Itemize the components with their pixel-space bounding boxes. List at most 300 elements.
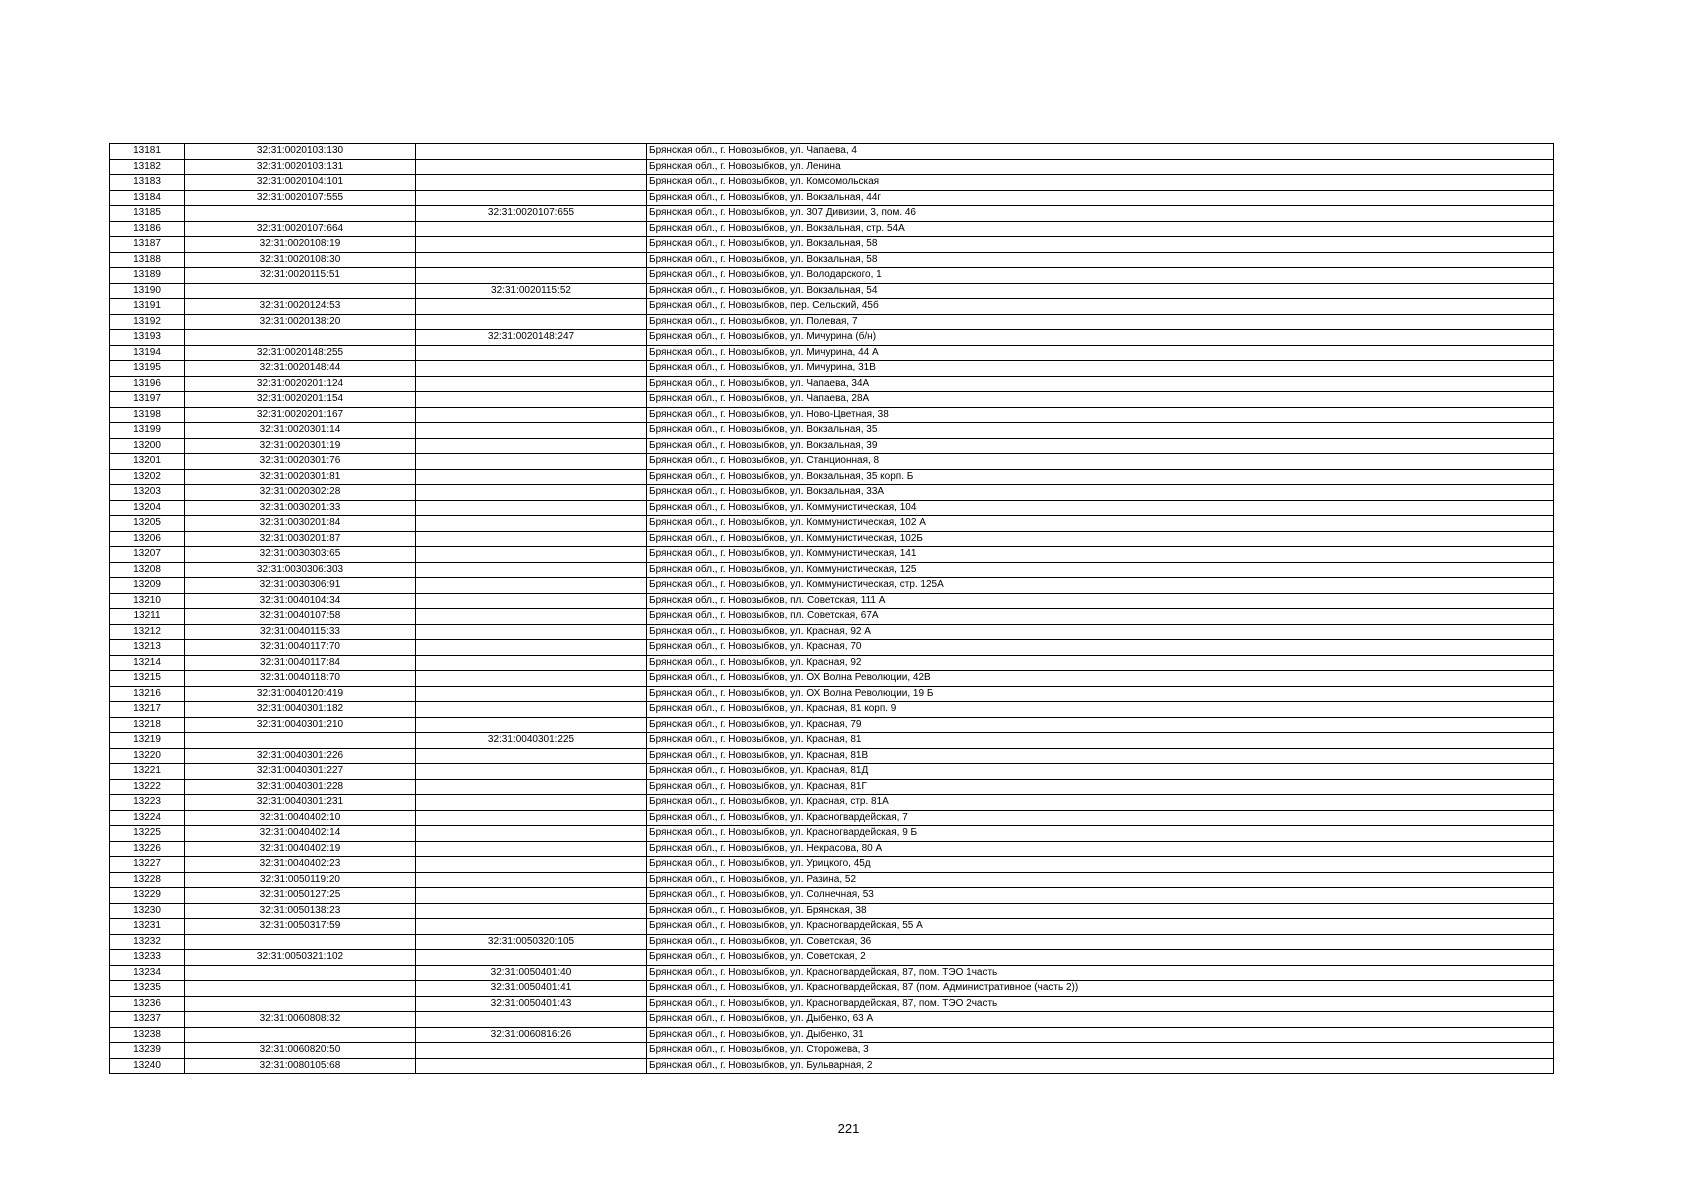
table-row [110,717,1554,733]
row-number-cell: 13221 [110,764,185,780]
table-row [110,702,1554,718]
table-row [110,733,1554,749]
cadastral-number-cell: 32:31:0020301:14 [185,423,416,439]
row-number-cell: 13216 [110,686,185,702]
address-cell: Брянская обл., г. Новозыбков, ул. Ленина [647,159,1554,175]
table-row [110,1058,1554,1074]
table-row [110,330,1554,346]
row-number-cell: 13209 [110,578,185,594]
row-number-cell: 13212 [110,624,185,640]
parent-cadastral-number-cell [416,748,647,764]
cadastral-number-cell: 32:31:0020301:76 [185,454,416,470]
row-number-cell: 13189 [110,268,185,284]
row-number-cell: 13210 [110,593,185,609]
cadastral-number-cell: 32:31:0020301:81 [185,469,416,485]
address-cell: Брянская обл., г. Новозыбков, ул. Красногвардейская, 9 Б [647,826,1554,842]
address-cell: Брянская обл., г. Новозыбков, ул. Красногвардейская, 55 А [647,919,1554,935]
table-row [110,981,1554,997]
registry-table [109,143,1554,1074]
parent-cadastral-number-cell: 32:31:0020115:52 [416,283,647,299]
row-number-cell: 13240 [110,1058,185,1074]
table-row [110,1012,1554,1028]
cadastral-number-cell: 32:31:0060808:32 [185,1012,416,1028]
parent-cadastral-number-cell [416,268,647,284]
page-number: 221 [837,1121,860,1136]
parent-cadastral-number-cell [416,950,647,966]
parent-cadastral-number-cell [416,872,647,888]
address-cell: Брянская обл., г. Новозыбков, ул. Коммунистическая, 141 [647,547,1554,563]
parent-cadastral-number-cell: 32:31:0050320:105 [416,934,647,950]
table-row [110,237,1554,253]
cadastral-number-cell [185,934,416,950]
cadastral-number-cell: 32:31:0030201:87 [185,531,416,547]
table-row [110,841,1554,857]
cadastral-number-cell: 32:31:0020301:19 [185,438,416,454]
cadastral-number-cell: 32:31:0040402:10 [185,810,416,826]
row-number-cell: 13239 [110,1043,185,1059]
cadastral-number-cell: 32:31:0040301:227 [185,764,416,780]
registry-table-body [110,144,1554,1074]
table-row [110,950,1554,966]
parent-cadastral-number-cell [416,624,647,640]
row-number-cell: 13226 [110,841,185,857]
row-number-cell: 13225 [110,826,185,842]
cadastral-number-cell [185,206,416,222]
cadastral-number-cell [185,330,416,346]
address-cell: Брянская обл., г. Новозыбков, ул. Чапаева, 4 [647,144,1554,160]
table-row [110,376,1554,392]
cadastral-number-cell: 32:31:0040402:23 [185,857,416,873]
row-number-cell: 13187 [110,237,185,253]
address-cell: Брянская обл., г. Новозыбков, ул. Вокзальная, 44г [647,190,1554,206]
table-row [110,919,1554,935]
table-row [110,872,1554,888]
row-number-cell: 13188 [110,252,185,268]
cadastral-number-cell: 32:31:0030201:33 [185,500,416,516]
parent-cadastral-number-cell [416,485,647,501]
cadastral-number-cell: 32:31:0020107:664 [185,221,416,237]
row-number-cell: 13184 [110,190,185,206]
address-cell: Брянская обл., г. Новозыбков, ул. Мичурина (б/н) [647,330,1554,346]
parent-cadastral-number-cell [416,578,647,594]
row-number-cell: 13223 [110,795,185,811]
cadastral-number-cell: 32:31:0040107:58 [185,609,416,625]
address-cell: Брянская обл., г. Новозыбков, ул. Дыбенко, 63 А [647,1012,1554,1028]
address-cell: Брянская обл., г. Новозыбков, ул. Советская, 2 [647,950,1554,966]
address-cell: Брянская обл., г. Новозыбков, ул. Коммунистическая, 104 [647,500,1554,516]
address-cell: Брянская обл., г. Новозыбков, ул. Красная, 92 [647,655,1554,671]
cadastral-number-cell: 32:31:0050138:23 [185,903,416,919]
cadastral-number-cell: 32:31:0020108:19 [185,237,416,253]
cadastral-number-cell: 32:31:0030306:91 [185,578,416,594]
row-number-cell: 13227 [110,857,185,873]
parent-cadastral-number-cell [416,392,647,408]
address-cell: Брянская обл., г. Новозыбков, пл. Советская, 67А [647,609,1554,625]
table-row [110,996,1554,1012]
parent-cadastral-number-cell: 32:31:0020148:247 [416,330,647,346]
row-number-cell: 13181 [110,144,185,160]
address-cell: Брянская обл., г. Новозыбков, ул. Красногвардейская, 87 (пом. Административное (часть 2)) [647,981,1554,997]
row-number-cell: 13217 [110,702,185,718]
cadastral-number-cell: 32:31:0020108:30 [185,252,416,268]
table-row [110,640,1554,656]
address-cell: Брянская обл., г. Новозыбков, ул. Коммунистическая, 102 А [647,516,1554,532]
parent-cadastral-number-cell [416,764,647,780]
cadastral-number-cell: 32:31:0040104:34 [185,593,416,609]
parent-cadastral-number-cell [416,500,647,516]
row-number-cell: 13238 [110,1027,185,1043]
table-row [110,686,1554,702]
row-number-cell: 13202 [110,469,185,485]
parent-cadastral-number-cell [416,779,647,795]
address-cell: Брянская обл., г. Новозыбков, ул. Красногвардейская, 87, пом. ТЭО 2часть [647,996,1554,1012]
table-row [110,206,1554,222]
parent-cadastral-number-cell: 32:31:0020107:655 [416,206,647,222]
row-number-cell: 13232 [110,934,185,950]
table-row [110,454,1554,470]
address-cell: Брянская обл., г. Новозыбков, ул. Красная, 81Д [647,764,1554,780]
cadastral-number-cell [185,981,416,997]
parent-cadastral-number-cell [416,361,647,377]
parent-cadastral-number-cell [416,686,647,702]
address-cell: Брянская обл., г. Новозыбков, ул. Вокзальная, 39 [647,438,1554,454]
parent-cadastral-number-cell [416,516,647,532]
cadastral-number-cell: 32:31:0050127:25 [185,888,416,904]
row-number-cell: 13214 [110,655,185,671]
address-cell: Брянская обл., г. Новозыбков, ул. Красная, стр. 81А [647,795,1554,811]
row-number-cell: 13219 [110,733,185,749]
parent-cadastral-number-cell [416,640,647,656]
cadastral-number-cell: 32:31:0040301:228 [185,779,416,795]
address-cell: Брянская обл., г. Новозыбков, ул. Красная, 79 [647,717,1554,733]
row-number-cell: 13208 [110,562,185,578]
parent-cadastral-number-cell: 32:31:0050401:41 [416,981,647,997]
table-row [110,748,1554,764]
parent-cadastral-number-cell [416,175,647,191]
table-row [110,438,1554,454]
cadastral-number-cell: 32:31:0040402:19 [185,841,416,857]
address-cell: Брянская обл., г. Новозыбков, ул. Красногвардейская, 7 [647,810,1554,826]
row-number-cell: 13192 [110,314,185,330]
table-row [110,469,1554,485]
cadastral-number-cell: 32:31:0020201:124 [185,376,416,392]
parent-cadastral-number-cell: 32:31:0050401:40 [416,965,647,981]
parent-cadastral-number-cell: 32:31:0060816:26 [416,1027,647,1043]
row-number-cell: 13230 [110,903,185,919]
cadastral-number-cell: 32:31:0050321:102 [185,950,416,966]
address-cell: Брянская обл., г. Новозыбков, ул. Вокзальная, стр. 54А [647,221,1554,237]
table-row [110,252,1554,268]
row-number-cell: 13195 [110,361,185,377]
parent-cadastral-number-cell [416,888,647,904]
table-row [110,826,1554,842]
parent-cadastral-number-cell [416,655,647,671]
row-number-cell: 13211 [110,609,185,625]
parent-cadastral-number-cell [416,190,647,206]
row-number-cell: 13200 [110,438,185,454]
address-cell: Брянская обл., г. Новозыбков, ул. Дыбенко, 31 [647,1027,1554,1043]
cadastral-number-cell: 32:31:0020103:130 [185,144,416,160]
table-row [110,578,1554,594]
address-cell: Брянская обл., г. Новозыбков, ул. Мичурина, 31В [647,361,1554,377]
cadastral-number-cell: 32:31:0040120:419 [185,686,416,702]
parent-cadastral-number-cell [416,1012,647,1028]
row-number-cell: 13198 [110,407,185,423]
cadastral-number-cell: 32:31:0030306:303 [185,562,416,578]
table-row [110,857,1554,873]
address-cell: Брянская обл., г. Новозыбков, ул. Коммунистическая, 125 [647,562,1554,578]
address-cell: Брянская обл., г. Новозыбков, ул. Красногвардейская, 87, пом. ТЭО 1часть [647,965,1554,981]
row-number-cell: 13191 [110,299,185,315]
address-cell: Брянская обл., г. Новозыбков, ул. Сторожева, 3 [647,1043,1554,1059]
row-number-cell: 13234 [110,965,185,981]
parent-cadastral-number-cell [416,919,647,935]
row-number-cell: 13224 [110,810,185,826]
parent-cadastral-number-cell [416,1043,647,1059]
parent-cadastral-number-cell [416,810,647,826]
address-cell: Брянская обл., г. Новозыбков, ул. 307 Дивизии, 3, пом. 46 [647,206,1554,222]
parent-cadastral-number-cell: 32:31:0050401:43 [416,996,647,1012]
parent-cadastral-number-cell [416,609,647,625]
table-row [110,593,1554,609]
parent-cadastral-number-cell [416,423,647,439]
table-row [110,903,1554,919]
cadastral-number-cell: 32:31:0080105:68 [185,1058,416,1074]
parent-cadastral-number-cell [416,702,647,718]
table-row [110,888,1554,904]
row-number-cell: 13207 [110,547,185,563]
address-cell: Брянская обл., г. Новозыбков, ул. Володарского, 1 [647,268,1554,284]
parent-cadastral-number-cell [416,144,647,160]
address-cell: Брянская обл., г. Новозыбков, ул. Мичурина, 44 А [647,345,1554,361]
table-row [110,624,1554,640]
table-row [110,609,1554,625]
row-number-cell: 13237 [110,1012,185,1028]
parent-cadastral-number-cell: 32:31:0040301:225 [416,733,647,749]
row-number-cell: 13235 [110,981,185,997]
table-row [110,423,1554,439]
cadastral-number-cell: 32:31:0020103:131 [185,159,416,175]
parent-cadastral-number-cell [416,671,647,687]
row-number-cell: 13201 [110,454,185,470]
address-cell: Брянская обл., г. Новозыбков, ул. Полевая, 7 [647,314,1554,330]
parent-cadastral-number-cell [416,376,647,392]
cadastral-number-cell: 32:31:0020148:44 [185,361,416,377]
parent-cadastral-number-cell [416,795,647,811]
table-row [110,283,1554,299]
address-cell: Брянская обл., г. Новозыбков, ул. Красная, 92 А [647,624,1554,640]
address-cell: Брянская обл., г. Новозыбков, ул. Коммунистическая, стр. 125А [647,578,1554,594]
cadastral-number-cell: 32:31:0030201:84 [185,516,416,532]
cadastral-number-cell [185,996,416,1012]
row-number-cell: 13197 [110,392,185,408]
row-number-cell: 13185 [110,206,185,222]
cadastral-number-cell: 32:31:0040301:210 [185,717,416,733]
address-cell: Брянская обл., г. Новозыбков, ул. Чапаева, 34А [647,376,1554,392]
table-row [110,175,1554,191]
parent-cadastral-number-cell [416,593,647,609]
cadastral-number-cell [185,283,416,299]
parent-cadastral-number-cell [416,531,647,547]
row-number-cell: 13228 [110,872,185,888]
table-row [110,934,1554,950]
address-cell: Брянская обл., г. Новозыбков, ул. Красная, 81Г [647,779,1554,795]
table-row [110,795,1554,811]
parent-cadastral-number-cell [416,469,647,485]
address-cell: Брянская обл., г. Новозыбков, ул. Красная, 81 корп. 9 [647,702,1554,718]
cadastral-number-cell [185,733,416,749]
address-cell: Брянская обл., г. Новозыбков, ул. Некрасова, 80 А [647,841,1554,857]
address-cell: Брянская обл., г. Новозыбков, ул. Вокзальная, 35 корп. Б [647,469,1554,485]
address-cell: Брянская обл., г. Новозыбков, ул. Ново-Цветная, 38 [647,407,1554,423]
table-row [110,361,1554,377]
row-number-cell: 13186 [110,221,185,237]
cadastral-number-cell [185,965,416,981]
parent-cadastral-number-cell [416,562,647,578]
cadastral-number-cell [185,1027,416,1043]
row-number-cell: 13194 [110,345,185,361]
address-cell: Брянская обл., г. Новозыбков, ул. Разина, 52 [647,872,1554,888]
table-row [110,965,1554,981]
cadastral-number-cell: 32:31:0020115:51 [185,268,416,284]
row-number-cell: 13196 [110,376,185,392]
row-number-cell: 13233 [110,950,185,966]
address-cell: Брянская обл., г. Новозыбков, ул. Красная, 81В [647,748,1554,764]
address-cell: Брянская обл., г. Новозыбков, ул. Коммунистическая, 102Б [647,531,1554,547]
row-number-cell: 13206 [110,531,185,547]
row-number-cell: 13182 [110,159,185,175]
row-number-cell: 13183 [110,175,185,191]
row-number-cell: 13190 [110,283,185,299]
parent-cadastral-number-cell [416,221,647,237]
cadastral-number-cell: 32:31:0020302:28 [185,485,416,501]
cadastral-number-cell: 32:31:0020138:20 [185,314,416,330]
cadastral-number-cell: 32:31:0040115:33 [185,624,416,640]
parent-cadastral-number-cell [416,826,647,842]
table-row [110,268,1554,284]
table-row [110,764,1554,780]
address-cell: Брянская обл., г. Новозыбков, ул. Советская, 36 [647,934,1554,950]
parent-cadastral-number-cell [416,717,647,733]
row-number-cell: 13213 [110,640,185,656]
table-row [110,299,1554,315]
cadastral-number-cell: 32:31:0020201:167 [185,407,416,423]
table-row [110,547,1554,563]
parent-cadastral-number-cell [416,1058,647,1074]
table-row [110,1043,1554,1059]
table-row [110,671,1554,687]
address-cell: Брянская обл., г. Новозыбков, ул. Комсомольская [647,175,1554,191]
parent-cadastral-number-cell [416,547,647,563]
address-cell: Брянская обл., г. Новозыбков, ул. ОХ Волна Революции, 42В [647,671,1554,687]
address-cell: Брянская обл., г. Новозыбков, пл. Советская, 111 А [647,593,1554,609]
parent-cadastral-number-cell [416,252,647,268]
table-row [110,810,1554,826]
parent-cadastral-number-cell [416,314,647,330]
row-number-cell: 13215 [110,671,185,687]
address-cell: Брянская обл., г. Новозыбков, ул. Бульварная, 2 [647,1058,1554,1074]
address-cell: Брянская обл., г. Новозыбков, ул. Станционная, 8 [647,454,1554,470]
parent-cadastral-number-cell [416,407,647,423]
parent-cadastral-number-cell [416,299,647,315]
parent-cadastral-number-cell [416,857,647,873]
parent-cadastral-number-cell [416,237,647,253]
cadastral-number-cell: 32:31:0050317:59 [185,919,416,935]
cadastral-number-cell: 32:31:0040301:226 [185,748,416,764]
row-number-cell: 13220 [110,748,185,764]
address-cell: Брянская обл., г. Новозыбков, ул. Вокзальная, 35 [647,423,1554,439]
address-cell: Брянская обл., г. Новозыбков, ул. Чапаева, 28А [647,392,1554,408]
row-number-cell: 13205 [110,516,185,532]
row-number-cell: 13193 [110,330,185,346]
cadastral-number-cell: 32:31:0040117:70 [185,640,416,656]
address-cell: Брянская обл., г. Новозыбков, ул. Урицкого, 45д [647,857,1554,873]
table-row [110,159,1554,175]
cadastral-number-cell: 32:31:0020201:154 [185,392,416,408]
cadastral-number-cell: 32:31:0020107:555 [185,190,416,206]
cadastral-number-cell: 32:31:0020148:255 [185,345,416,361]
table-row [110,779,1554,795]
table-row [110,190,1554,206]
cadastral-number-cell: 32:31:0030303:65 [185,547,416,563]
parent-cadastral-number-cell [416,159,647,175]
address-cell: Брянская обл., г. Новозыбков, ул. Вокзальная, 58 [647,237,1554,253]
table-row [110,144,1554,160]
cadastral-number-cell: 32:31:0040118:70 [185,671,416,687]
table-row [110,655,1554,671]
row-number-cell: 13231 [110,919,185,935]
table-row [110,562,1554,578]
table-row [110,345,1554,361]
table-row [110,221,1554,237]
address-cell: Брянская обл., г. Новозыбков, ул. Красная, 70 [647,640,1554,656]
table-row [110,485,1554,501]
row-number-cell: 13236 [110,996,185,1012]
table-row [110,500,1554,516]
address-cell: Брянская обл., г. Новозыбков, ул. Вокзальная, 54 [647,283,1554,299]
row-number-cell: 13222 [110,779,185,795]
table-row [110,516,1554,532]
cadastral-number-cell: 32:31:0050119:20 [185,872,416,888]
cadastral-number-cell: 32:31:0040117:84 [185,655,416,671]
row-number-cell: 13204 [110,500,185,516]
table-row [110,314,1554,330]
row-number-cell: 13199 [110,423,185,439]
row-number-cell: 13229 [110,888,185,904]
cadastral-number-cell: 32:31:0060820:50 [185,1043,416,1059]
address-cell: Брянская обл., г. Новозыбков, пер. Сельский, 45б [647,299,1554,315]
parent-cadastral-number-cell [416,841,647,857]
address-cell: Брянская обл., г. Новозыбков, ул. Красная, 81 [647,733,1554,749]
cadastral-number-cell: 32:31:0020124:53 [185,299,416,315]
table-row [110,407,1554,423]
row-number-cell: 13218 [110,717,185,733]
parent-cadastral-number-cell [416,903,647,919]
cadastral-number-cell: 32:31:0040301:182 [185,702,416,718]
parent-cadastral-number-cell [416,345,647,361]
table-row [110,1027,1554,1043]
address-cell: Брянская обл., г. Новозыбков, ул. ОХ Волна Революции, 19 Б [647,686,1554,702]
address-cell: Брянская обл., г. Новозыбков, ул. Брянская, 38 [647,903,1554,919]
parent-cadastral-number-cell [416,454,647,470]
address-cell: Брянская обл., г. Новозыбков, ул. Вокзальная, 58 [647,252,1554,268]
row-number-cell: 13203 [110,485,185,501]
cadastral-number-cell: 32:31:0040402:14 [185,826,416,842]
cadastral-number-cell: 32:31:0020104:101 [185,175,416,191]
address-cell: Брянская обл., г. Новозыбков, ул. Вокзальная, 33А [647,485,1554,501]
table-row [110,531,1554,547]
parent-cadastral-number-cell [416,438,647,454]
